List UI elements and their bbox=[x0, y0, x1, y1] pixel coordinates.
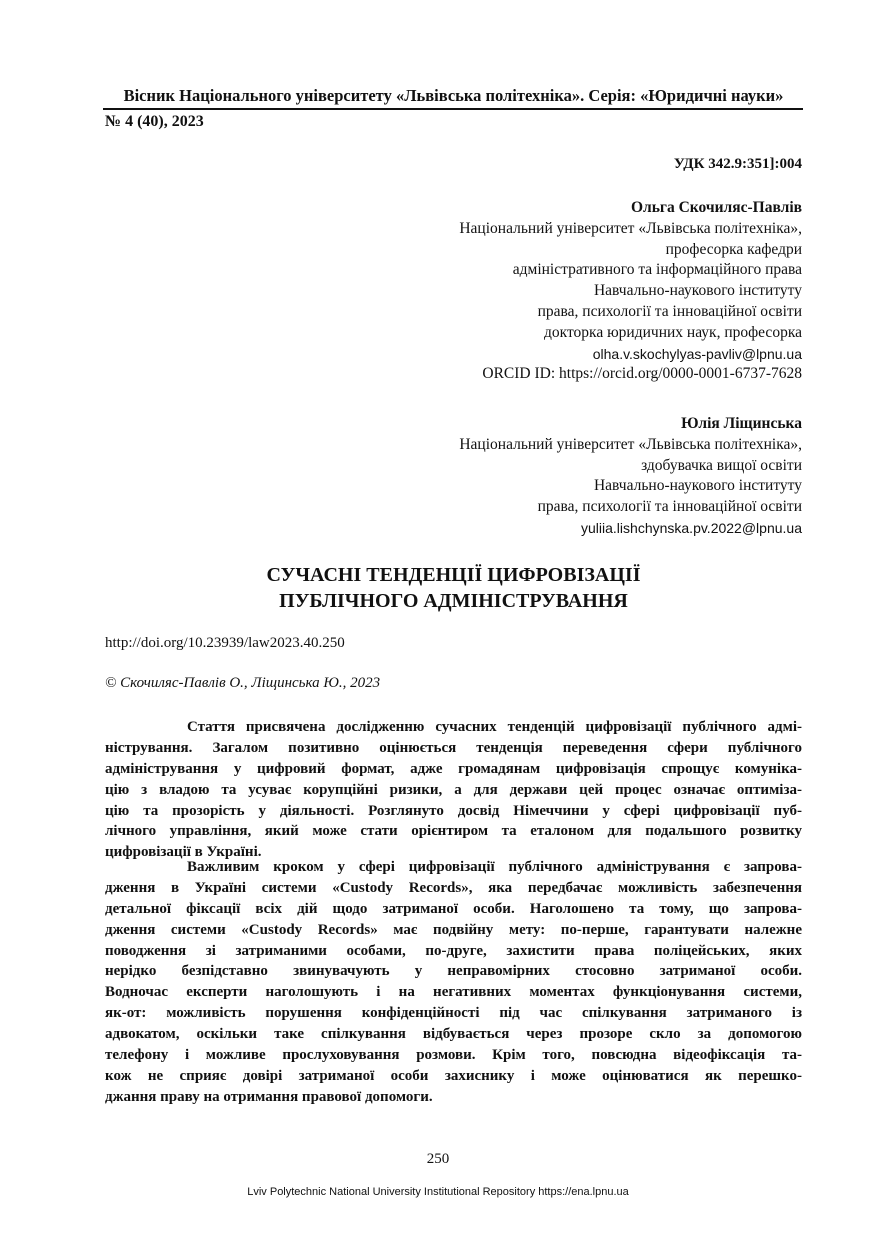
affiliation-line: Національний університет «Львівська політехніка», bbox=[459, 219, 802, 237]
journal-title: Вісник Національного університету «Львівська політехніка». Серія: «Юридичні науки» bbox=[123, 86, 784, 105]
abstract-line: адвокатом, оскільки таке спілкування відбувається через прозоре скло за допомогою bbox=[105, 1026, 802, 1043]
abstract-line: поводження зі затриманими особами, по-друге, захистити права поліцейських, яких bbox=[105, 942, 802, 959]
abstract-line: детальної фіксації всіх дій щодо затриманої особи. Наголошено та тому, що запрова- bbox=[105, 900, 802, 917]
abstract-line: Важливим кроком у сфері цифровізації публічного адміністрування є запрова- bbox=[187, 859, 802, 875]
author-email[interactable]: yuliia.lishchynska.pv.2022@lpnu.ua bbox=[581, 519, 802, 536]
affiliation-line: Навчально-наукового інституту bbox=[593, 477, 802, 495]
abstract-line: ністрування. Загалом позитивно оцінюється тенденція переведення сфери публічного bbox=[105, 739, 802, 756]
author-email[interactable]: olha.v.skochylyas-pavliv@lpnu.ua bbox=[592, 345, 802, 362]
author-block bbox=[459, 198, 802, 385]
title-line: СУЧАСНІ ТЕНДЕНЦІЇ ЦИФРОВІЗАЦІЇ bbox=[266, 564, 641, 586]
page-number: 250 bbox=[426, 1151, 450, 1167]
abstract-line: як-от: можливість порушення конфіденційності під час спілкування затриманого із bbox=[105, 1005, 802, 1022]
affiliation-line: Навчально-наукового інституту bbox=[593, 282, 802, 300]
author-block bbox=[459, 414, 802, 539]
repository-footer: Lviv Polytechnic National University Institutional Repository https://ena.lpnu.ua bbox=[247, 1186, 629, 1198]
abstract-line: адміністрування у цифровий формат, адже громадянам цифровізація спрощує комуніка- bbox=[105, 760, 802, 777]
affiliation-line: Національний університет «Львівська політехніка», bbox=[459, 435, 802, 453]
abstract-line: телефону і можливе прослуховування розмови. Крім того, повсюдна відеофіксація та- bbox=[105, 1047, 802, 1064]
title-line: ПУБЛІЧНОГО АДМІНІСТРУВАННЯ bbox=[279, 590, 628, 612]
abstract-line: цію та прозорість у діяльності. Розглянуто досвід Німеччини у сфері цифровізації пуб- bbox=[105, 802, 802, 819]
abstract-line: Водночас експерти наголошують і на негативних моментах функціонування системи, bbox=[105, 984, 802, 1001]
copyright: © Скочиляс-Павлів О., Ліщинська Ю., 2023 bbox=[105, 675, 381, 691]
doi-link[interactable]: http://doi.org/10.23939/law2023.40.250 bbox=[105, 635, 345, 651]
author-name: Ольга Скочиляс-Павлів bbox=[630, 199, 802, 216]
header-divider bbox=[103, 108, 803, 110]
affiliation-line: здобувачка вищої освіти bbox=[641, 456, 802, 474]
article-title bbox=[105, 562, 802, 614]
abstract-line: цію з владою та усуває корупційні ризики, а для держави цей процес означає оптиміза- bbox=[105, 781, 802, 798]
issue-number: № 4 (40), 2023 bbox=[105, 113, 204, 130]
abstract-line: Стаття присвячена дослідженню сучасних тенденцій цифровізації публічного адмі- bbox=[187, 719, 802, 735]
affiliation-line: професорка кафедри bbox=[665, 240, 802, 258]
author-name: Юлія Ліщинська bbox=[681, 415, 802, 432]
abstract-paragraph-1 bbox=[105, 717, 802, 863]
author-orcid[interactable]: ORCID ID: https://orcid.org/0000-0001-6737-7628 bbox=[482, 365, 802, 383]
affiliation-line: права, психології та інноваційної освіти bbox=[537, 498, 802, 516]
abstract-line: лічного управління, який може стати орієнтиром та еталоном для подальшого розвитку bbox=[105, 823, 802, 840]
abstract-line: дження системи «Custody Records» має подвійну мету: по-перше, гарантувати належне bbox=[105, 921, 802, 938]
abstract-paragraph-2 bbox=[105, 857, 802, 1108]
affiliation-line: адміністративного та інформаційного права bbox=[512, 261, 802, 279]
abstract-line: цифровізації в Україні. bbox=[105, 844, 262, 861]
abstract-line: нерідко безпідставно звинувачують у неправомірних стосовно затриманої особи. bbox=[105, 963, 802, 980]
abstract-line: дження в Україні системи «Custody Records», яка передбачає можливість забезпечення bbox=[105, 879, 802, 896]
affiliation-line: права, психології та інноваційної освіти bbox=[537, 302, 802, 320]
abstract-line: кож не сприяє довірі затриманої особи захиснику і може оцінюватися як перешко- bbox=[105, 1067, 802, 1084]
affiliation-line: докторка юридичних наук, професорка bbox=[544, 323, 802, 341]
abstract-line: джання праву на отримання правової допомоги. bbox=[105, 1088, 433, 1105]
udk-code: УДК 342.9:351]:004 bbox=[673, 156, 802, 172]
